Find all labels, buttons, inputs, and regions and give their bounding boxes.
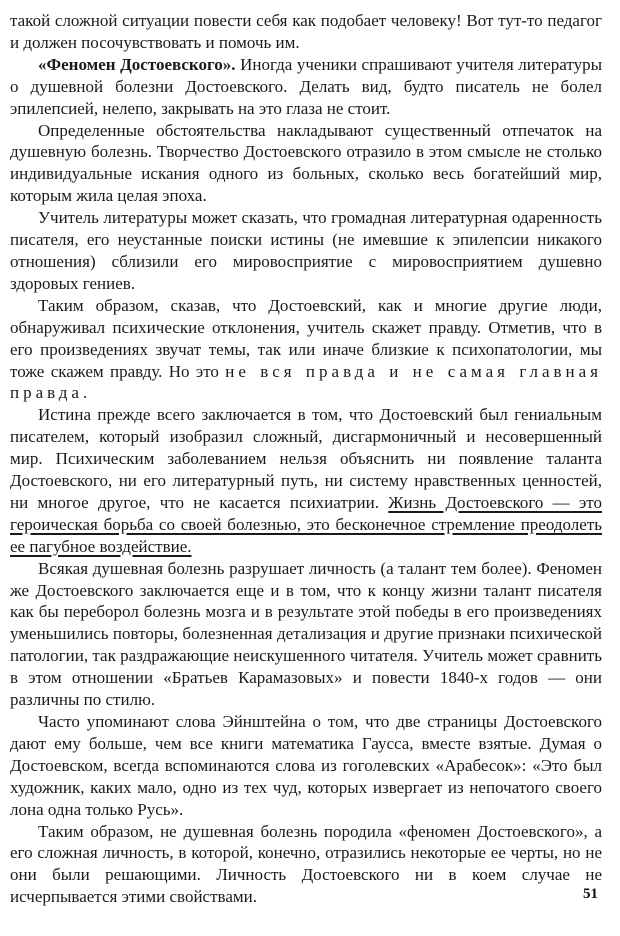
document-page [10, 10, 602, 908]
page-number: 51 [583, 886, 598, 902]
paragraph-6-text: Истина прежде всего заключается в том, что Достоевский был гениальным писателем, который изобразил сложный, дисгармоничный и несовершенный мир. Психическим заболеванием нельзя объяснить ни появление таланта Достоевского, ни его литературный путь, ни систему нравственных ценностей, ни многое другое, что не касается психиатрии. [10, 405, 602, 512]
paragraph-3: Определенные обстоятельства накладывают существенный отпечаток на душевную болезнь. Творчество Достоевского отразило в этом смысле не столько индивидуальные искания одного из больных, сколько весь богатейший мир, которым жила целая эпоха. [10, 120, 602, 206]
paragraph-6 [10, 404, 602, 557]
section-heading: «Феномен Достоевского». [38, 54, 236, 74]
spaced-emphasis: не вся правда и не самая главная правда. [10, 361, 602, 403]
paragraph-1: такой сложной ситуации повести себя как подобает человеку! Вот тут-то педагог и должен посочувствовать и помочь им. [10, 11, 602, 52]
paragraph-9: Таким образом, не душевная болезнь породила «феномен Достоевского», а его сложная личность, в которой, конечно, отразились некоторые ее черты, но не они были решающими. Личность Достоевского ни в коем случае не исчерпывается этими свойствами. [10, 821, 602, 907]
paragraph-5 [10, 295, 602, 405]
paragraph-5-text: Таким образом, сказав, что Достоевский, как и многие другие люди, обнаруживал психические отклонения, учитель скажет правду. Отметив, что в его произведениях звучат темы, так или иначе близкие к психопатологии, мы тоже скажем правду. Но это [10, 295, 602, 381]
paragraph-7: Всякая душевная болезнь разрушает личность (а талант тем более). Феномен же Достоевского заключается еще и в том, что к концу жизни талант писателя как бы переборол болезнь мозга и в результате этой победы в его произведениях уменьшились повторы, болезненная детализация и другие признаки психической патологии, так раздражающие неискушенного читателя. Учитель может сравнить в этом отношении «Братьев Карамазовых» и повести 1840-х годов — они различны по стилю. [10, 558, 602, 710]
paragraph-8: Часто упоминают слова Эйнштейна о том, что две страницы Достоевского дают ему больше, чем все книги математика Гаусса, вместе взятые. Думая о Достоевском, всегда вспоминаются слова из гоголевских «Арабесок»: «Это был художник, каких мало, одно из тех чуд, которых извергает из непочатого своего лона одна только Русь». [10, 712, 602, 819]
paragraph-4: Учитель литературы может сказать, что громадная литературная одаренность писателя, его неустанные поиски истины (не имевшие к эпилепсии никакого отношения) сблизили его мировосприятие с мировосприятием душевно здоровых гениев. [10, 208, 602, 293]
paragraph-2-text: Иногда ученики спрашивают учителя литературы о душевной болезни Достоевского. Делать вид, будто писатель не болел эпилепсией, нелепо, закрывать на это глаза не стоит. [10, 54, 602, 118]
underlined-passage: Жизнь Достоевского — это героическая борьба со своей болезнью, это бесконечное стремление преодолеть ее пагубное воздействие. [10, 492, 602, 556]
paragraph-2 [10, 54, 602, 120]
